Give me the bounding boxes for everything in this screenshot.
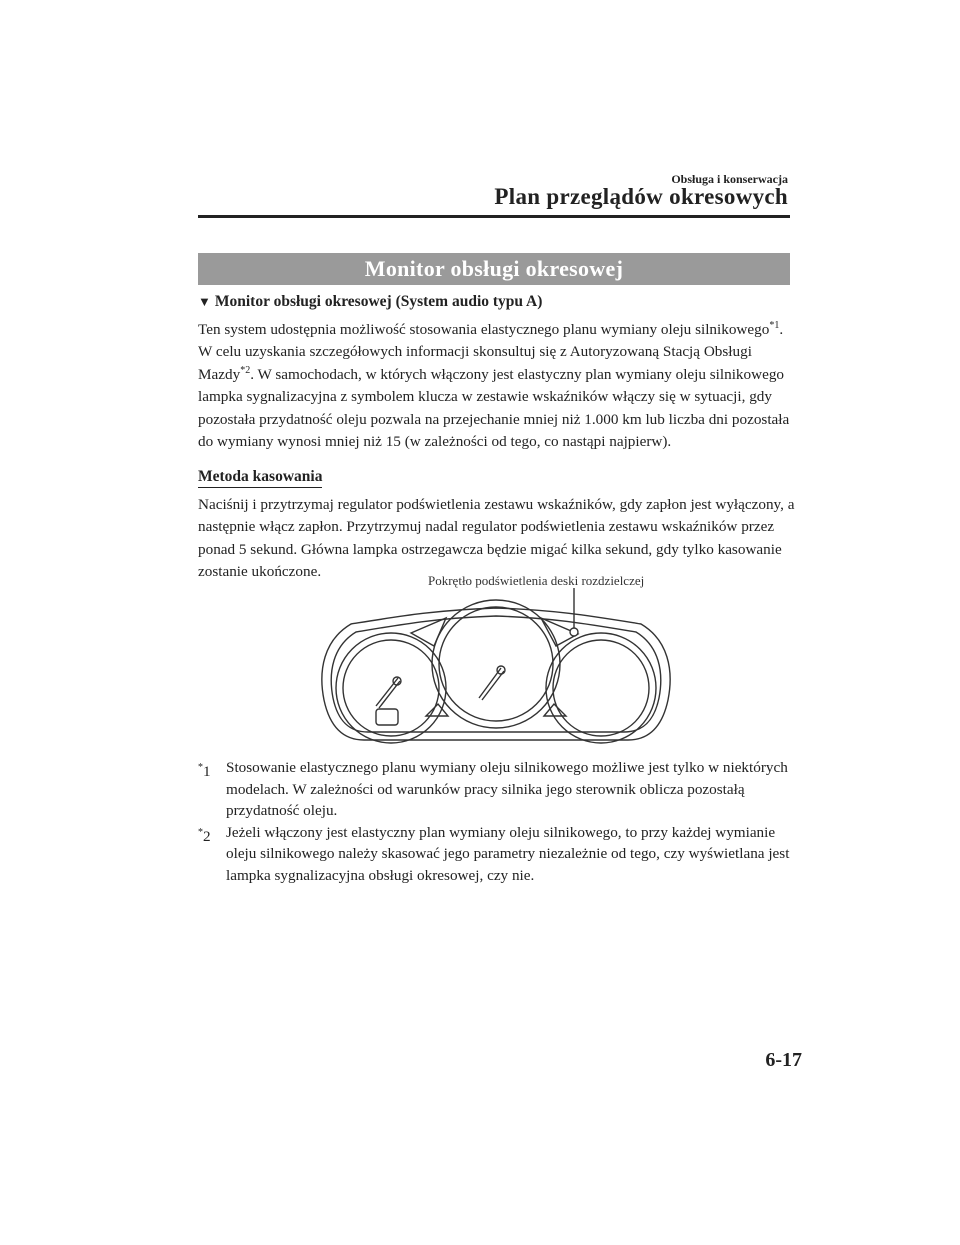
subheading-text: Monitor obsługi okresowej (System audio typu A) (214, 293, 543, 310)
illumination-knob-icon (570, 628, 578, 636)
footnote-ref-1: *1 (769, 319, 780, 331)
speedometer-needle-edge (482, 671, 504, 700)
bottom-left-triangle (426, 704, 448, 716)
footnote-marker: *1 (198, 762, 211, 781)
intro-text-2: . W celu uzyskania szczegółowych informacji skonsultuj się z Autoryzowaną Stacją Obsługi Mazdy (198, 321, 784, 383)
footnote-ref-2: *2 (240, 364, 251, 376)
speedometer-needle-hub (497, 666, 505, 674)
intro-text-1: Ten system udostępnia możliwość stosowania elastycznego planu wymiany oleju silnikowego (198, 321, 770, 338)
footnote-text: Jeżeli włączony jest elastyczny plan wymiany oleju silnikowego, to przy każdej wymianie oleju silnikowego należy skasować jego parametry niezależnie od tego, czy wyświetlana jest lampka sygnalizacyjna obsługi okresowej, czy nie. (226, 823, 790, 884)
display-window (376, 709, 398, 725)
figure-label: Pokrętło podświetlenia deski rozdzielczej (428, 573, 645, 588)
footnote-item (198, 822, 798, 887)
page-title: Plan przeglądów okresowych (494, 184, 788, 209)
speedometer-inner (439, 607, 553, 721)
left-needle (376, 678, 398, 706)
page-number: 6-17 (765, 1049, 802, 1071)
speedometer-outer (432, 600, 560, 728)
reset-paragraph: Naciśnij i przytrzymaj regulator podświetlenia zestawu wskaźników, gdy zapłon jest wyłączony, a następnie włącz zapłon. Przytrzymuj nadal regulator podświetlenia zestawu wskaźników przez ponad 5 sekund. Główna lampka ostrzegawcza będzie migać kilka sekund, gdy tylko kasowanie zostanie ukończone. (198, 496, 795, 581)
subheading (198, 293, 542, 311)
header-section-name: Obsługa i konserwacja (671, 172, 788, 186)
section-banner: Monitor obsługi okresowej (198, 253, 790, 285)
footnote-marker: *2 (198, 826, 211, 845)
triangle-marker-icon: ▼ (198, 294, 211, 309)
intro-paragraph (198, 319, 798, 453)
footnote-item (198, 757, 798, 822)
bottom-right-triangle (544, 704, 566, 716)
intro-text-3: . W samochodach, w których włączony jest elastyczny plan wymiany oleju silnikowego lampka sygnalizacyjna z symbolem klucza w zestawie wskaźników włączy się w sytuacji, gdy pozostała przydatność oleju pozwala na przejechanie mniej niż 1.000 km lub liczba dni pozostała do wymiany wynosi mniej niż 15 (w zależności od tego, co nastąpi najpierw). (198, 365, 790, 451)
instrument-cluster-illustration (316, 588, 676, 748)
footnote-text: Stosowanie elastycznego planu wymiany oleju silnikowego możliwe jest tylko w niektórych modelach. W zależności od warunków pracy silnika jego sterownik oblicza pozostałą przydatność oleju. (226, 759, 788, 820)
right-gauge-inner (553, 640, 649, 736)
reset-heading: Metoda kasowania (198, 468, 322, 488)
footnotes (198, 757, 798, 887)
right-gauge-outer (546, 633, 656, 743)
header-divider (198, 215, 790, 218)
